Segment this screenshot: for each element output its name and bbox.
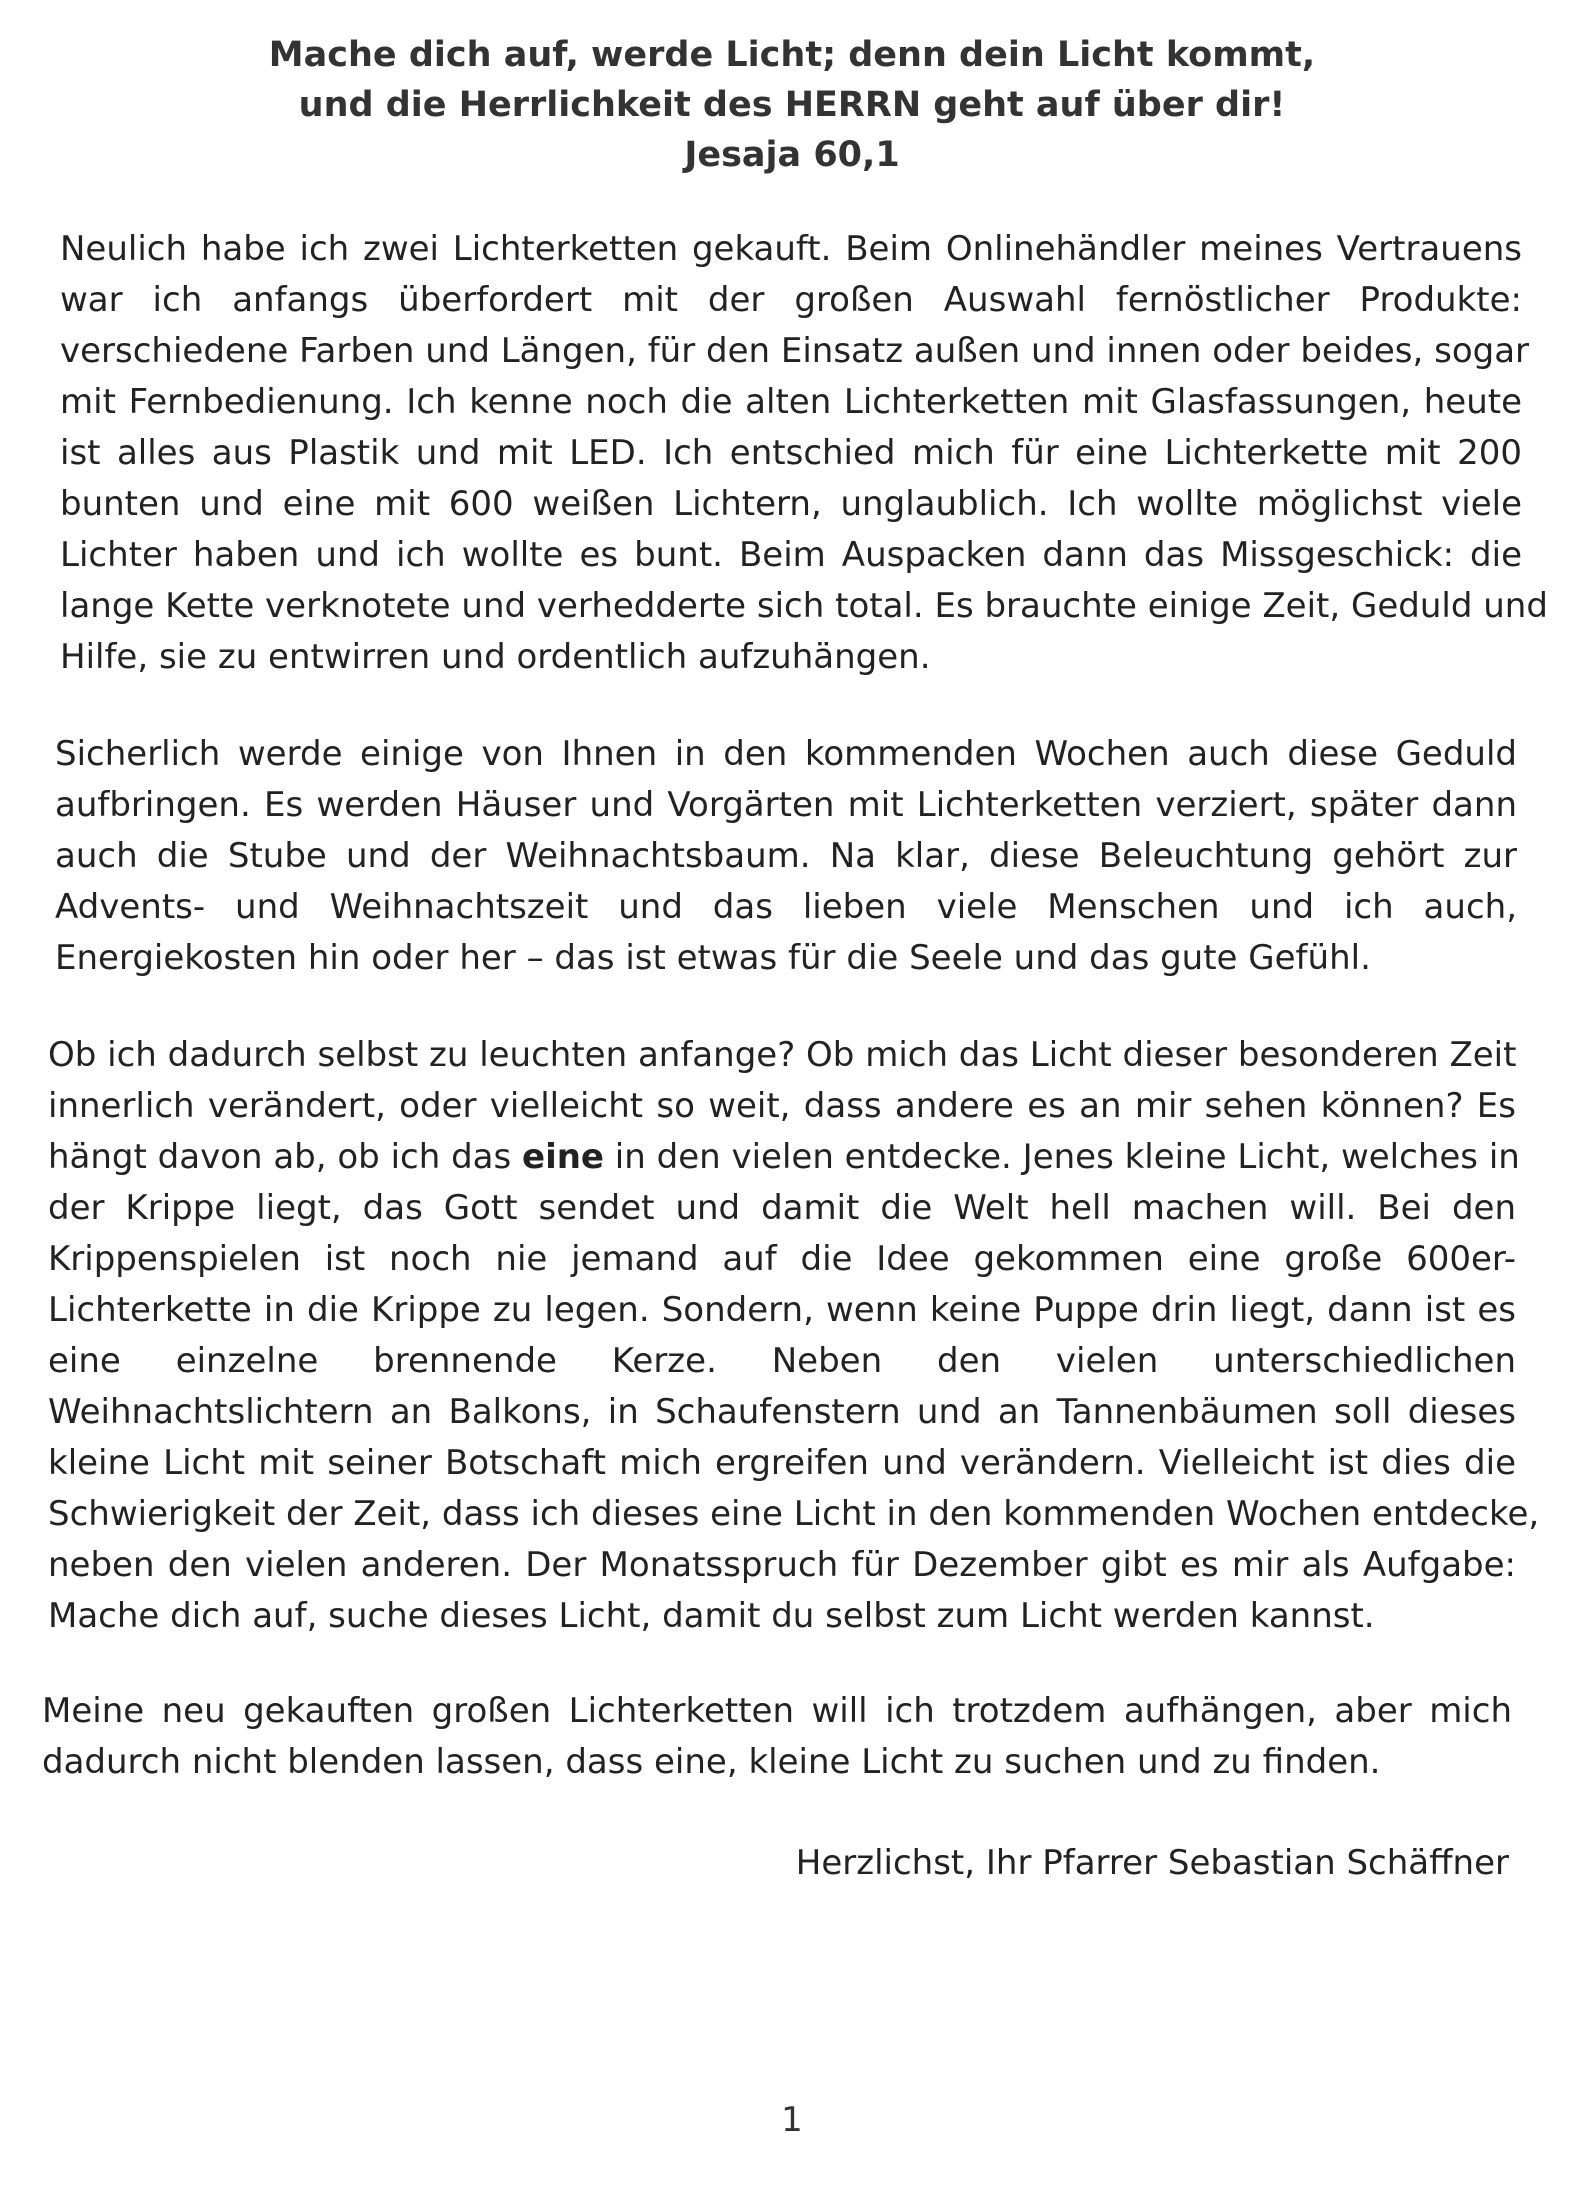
- text-line: Advents- und Weihnachtszeit und das lieben viele Menschen und ich auch,: [55, 887, 1517, 927]
- text-line: lange Kette verknotete und verhedderte sich total. Es brauchte einige Zeit, Geduld und: [60, 586, 1548, 626]
- text-line: ist alles aus Plastik und mit LED. Ich entschied mich für eine Lichterkette mit 200: [60, 433, 1522, 473]
- paragraph-4: [42, 1686, 1512, 1788]
- text-line: Sicherlich werde einige von Ihnen in den kommenden Wochen auch diese Geduld: [55, 734, 1517, 774]
- text-line: dadurch nicht blenden lassen, dass eine, kleine Licht zu suchen und zu finden.: [42, 1742, 1381, 1782]
- verse-line-2: und die Herrlichkeit des HERRN geht auf über dir!: [298, 85, 1286, 125]
- text-line: Lichter haben und ich wollte es bunt. Beim Auspacken dann das Missgeschick: die: [60, 535, 1522, 575]
- text-line: der Krippe liegt, das Gott sendet und damit die Welt hell machen will. Bei den: [48, 1188, 1516, 1228]
- text-line: eine einzelne brennende Kerze. Neben den vielen unterschiedlichen: [48, 1341, 1516, 1381]
- text-line: Energiekosten hin oder her – das ist etwas für die Seele und das gute Gefühl.: [55, 938, 1371, 978]
- text-line: mit Fernbedienung. Ich kenne noch die alten Lichterketten mit Glasfassungen, heute: [60, 382, 1522, 422]
- text-line: Schwierigkeit der Zeit, dass ich dieses eine Licht in den kommenden Wochen entdecke,: [48, 1494, 1540, 1534]
- paragraph-3: [48, 1030, 1540, 1642]
- text-line: Lichterkette in die Krippe zu legen. Sondern, wenn keine Puppe drin liegt, dann ist es: [48, 1290, 1516, 1330]
- text-line: Krippenspielen ist noch nie jemand auf die Idee gekommen eine große 600er-: [48, 1239, 1516, 1279]
- text-line: aufbringen. Es werden Häuser und Vorgärten mit Lichterketten verziert, später dann: [55, 785, 1517, 825]
- text-line: verschiedene Farben und Längen, für den Einsatz außen und innen oder beides, sogar: [60, 331, 1530, 371]
- monthly-verse-heading: [0, 30, 1584, 180]
- text-segment: hängt davon ab, ob ich das: [48, 1137, 523, 1177]
- text-line: neben den vielen anderen. Der Monatsspruch für Dezember gibt es mir als Aufgabe:: [48, 1545, 1516, 1585]
- paragraph-2: [55, 729, 1517, 984]
- text-line: kleine Licht mit seiner Botschaft mich ergreifen und verändern. Vielleicht ist dies die: [48, 1443, 1516, 1483]
- verse-reference: Jesaja 60,1: [684, 135, 900, 175]
- text-line-with-emphasis: [48, 1132, 1520, 1183]
- text-line: war ich anfangs überfordert mit der großen Auswahl fernöstlicher Produkte:: [60, 280, 1522, 320]
- text-line: auch die Stube und der Weihnachtsbaum. Na klar, diese Beleuchtung gehört zur: [55, 836, 1517, 876]
- text-line: Neulich habe ich zwei Lichterketten gekauft. Beim Onlinehändler meines Vertrauens: [60, 229, 1522, 269]
- text-line: bunten und eine mit 600 weißen Lichtern, unglaublich. Ich wollte möglichst viele: [60, 484, 1522, 524]
- text-line: Meine neu gekauften großen Lichterketten will ich trotzdem aufhängen, aber mich: [42, 1691, 1512, 1731]
- verse-line-1: Mache dich auf, werde Licht; denn dein Licht kommt,: [268, 35, 1316, 75]
- text-line: Mache dich auf, suche dieses Licht, damit du selbst zum Licht werden kannst.: [48, 1596, 1375, 1636]
- emphasized-word: eine: [522, 1137, 604, 1177]
- text-segment: in den vielen entdecke. Jenes kleine Licht, welches in: [604, 1137, 1520, 1177]
- signature: Herzlichst, Ihr Pfarrer Sebastian Schäffner: [795, 1843, 1509, 1883]
- text-line: Hilfe, sie zu entwirren und ordentlich aufzuhängen.: [60, 637, 931, 677]
- text-line: Ob ich dadurch selbst zu leuchten anfange? Ob mich das Licht dieser besonderen Zeit: [48, 1035, 1517, 1075]
- text-line: Weihnachtslichtern an Balkons, in Schaufenstern und an Tannenbäumen soll dieses: [48, 1392, 1516, 1432]
- text-line: innerlich verändert, oder vielleicht so weit, dass andere es an mir sehen können? Es: [48, 1086, 1516, 1126]
- page-number: 1: [781, 2100, 803, 2140]
- paragraph-1: [60, 224, 1548, 683]
